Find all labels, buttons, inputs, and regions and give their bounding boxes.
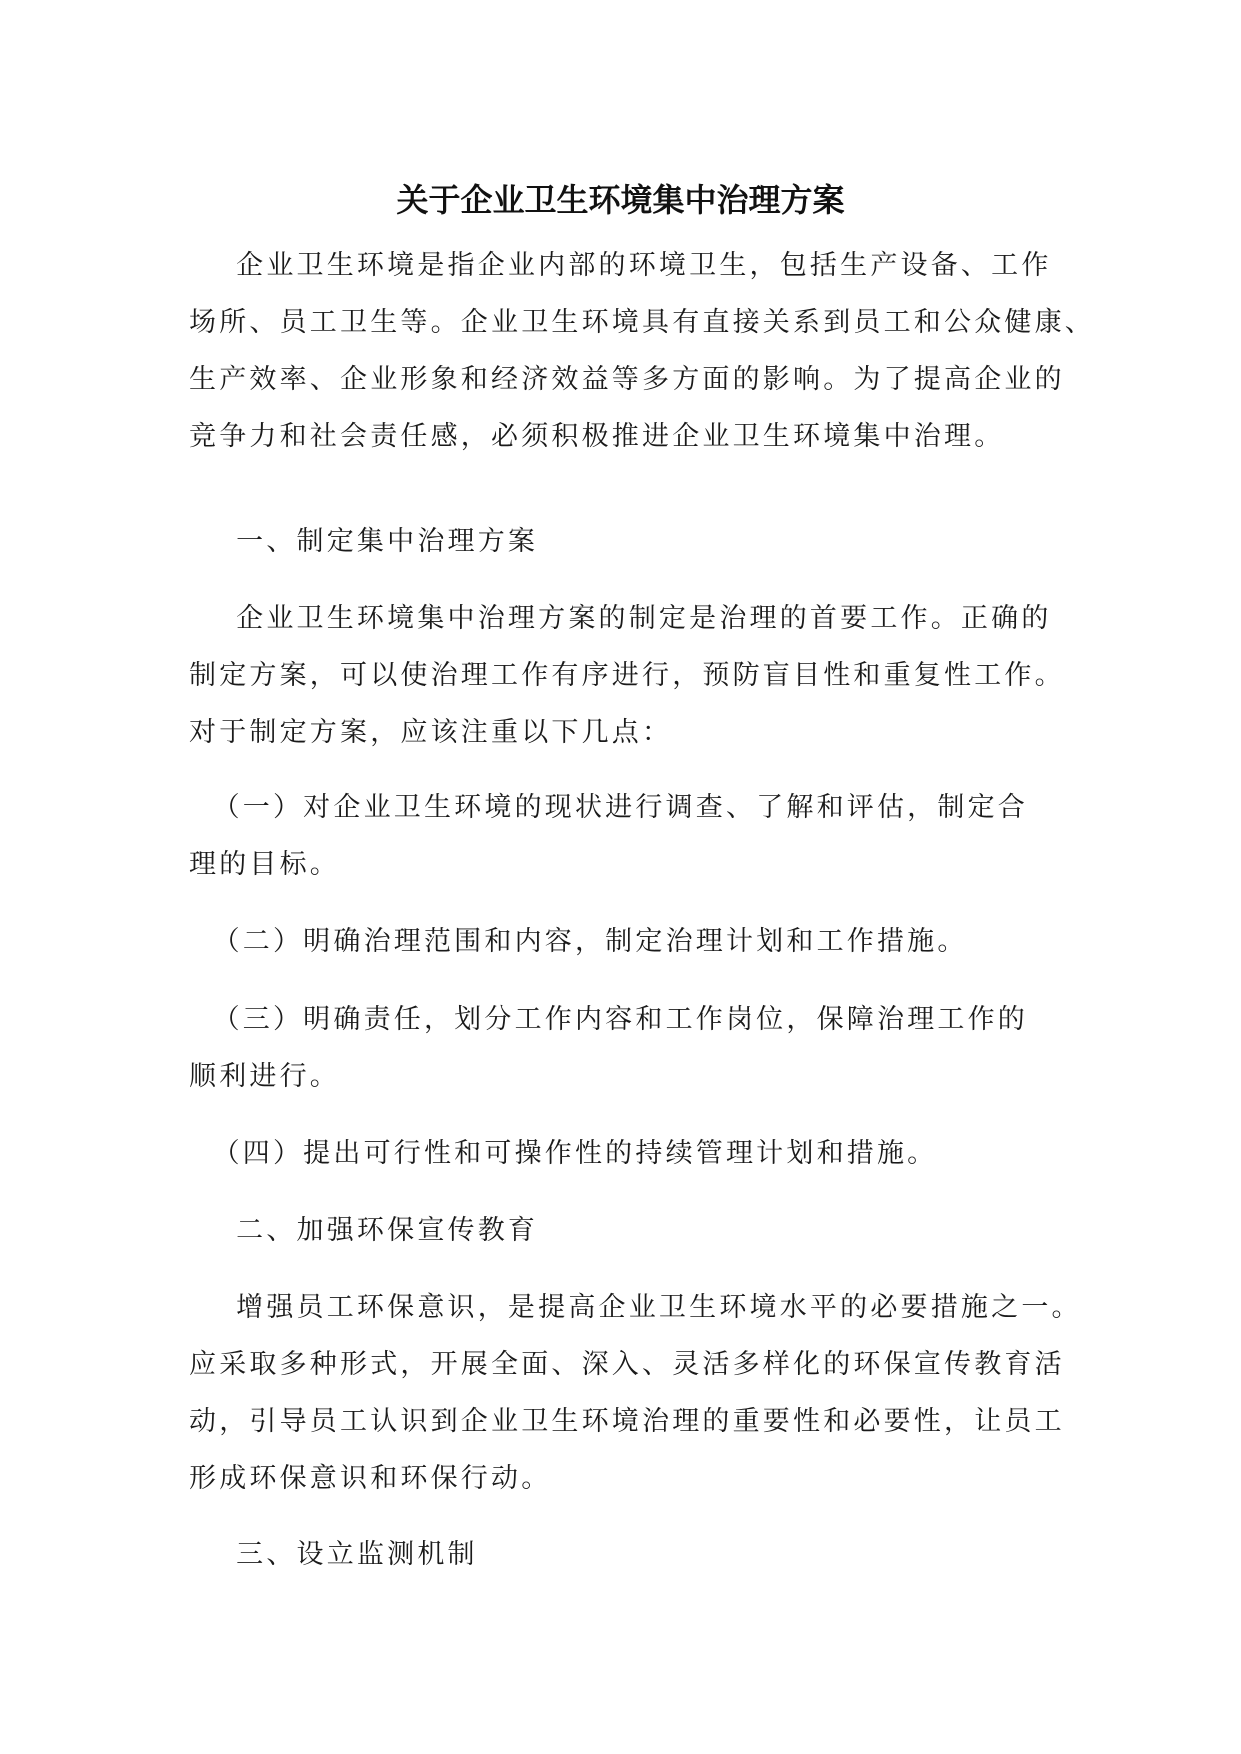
list-item-line: （二）明确治理范围和内容，制定治理计划和工作措施。 — [189, 926, 968, 957]
paragraph-line: 动，引导员工认识到企业卫生环境治理的重要性和必要性，让员工 — [189, 1406, 1065, 1437]
heading-line: 一、制定集中治理方案 — [189, 526, 539, 557]
list-item-line: 顺利进行。 — [189, 1061, 340, 1092]
list-item-4 — [189, 1134, 937, 1174]
document-title: 关于企业卫生环境集中治理方案 — [396, 181, 845, 219]
paragraph-line: 对于制定方案，应该注重以下几点： — [189, 717, 673, 748]
section-heading-1 — [189, 522, 538, 562]
paragraph-line: 形成环保意识和环保行动。 — [189, 1463, 552, 1494]
intro-paragraph — [189, 246, 1095, 457]
heading-line: 二、加强环保宣传教育 — [189, 1215, 539, 1246]
paragraph-line: 增强员工环保意识，是提高企业卫生环境水平的必要措施之一。 — [189, 1292, 1082, 1323]
list-item-line: （三）明确责任，划分工作内容和工作岗位，保障治理工作的 — [189, 1004, 1028, 1035]
list-item-line: （一）对企业卫生环境的现状进行调查、了解和评估，制定合 — [189, 792, 1028, 823]
paragraph-line: 应采取多种形式，开展全面、深入、灵活多样化的环保宣传教育活 — [189, 1349, 1065, 1380]
section-heading-3 — [189, 1535, 478, 1575]
paragraph-line: 竞争力和社会责任感，必须积极推进企业卫生环境集中治理。 — [189, 421, 1005, 452]
paragraph-line: 企业卫生环境集中治理方案的制定是治理的首要工作。正确的 — [189, 603, 1052, 634]
list-item-line: 理的目标。 — [189, 849, 340, 880]
paragraph-line: 制定方案，可以使治理工作有序进行，预防盲目性和重复性工作。 — [189, 660, 1065, 691]
section-1-paragraph — [189, 599, 1065, 753]
list-item-1 — [189, 788, 1028, 885]
section-2-paragraph — [189, 1288, 1082, 1499]
paragraph-line: 场所、员工卫生等。企业卫生环境具有直接关系到员工和公众健康、 — [189, 307, 1095, 338]
paragraph-line: 生产效率、企业形象和经济效益等多方面的影响。为了提高企业的 — [189, 364, 1065, 395]
list-item-line: （四）提出可行性和可操作性的持续管理计划和措施。 — [189, 1138, 938, 1169]
paragraph-line: 企业卫生环境是指企业内部的环境卫生，包括生产设备、工作 — [189, 250, 1052, 281]
list-item-3 — [189, 1000, 1028, 1097]
list-item-2 — [189, 922, 968, 962]
heading-line: 三、设立监测机制 — [189, 1539, 478, 1570]
section-heading-2 — [189, 1211, 538, 1251]
